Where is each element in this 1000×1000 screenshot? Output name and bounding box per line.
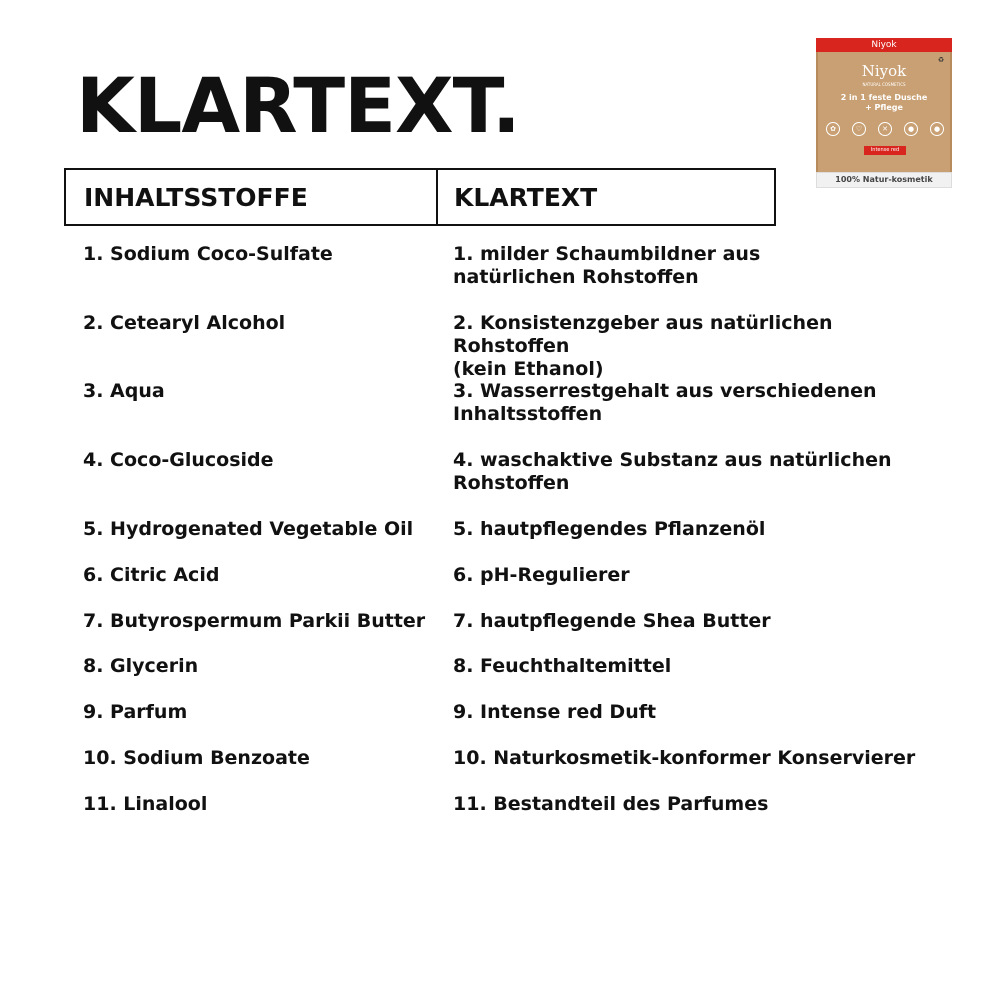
ingredient-name: 9. Parfum: [83, 701, 188, 723]
ingredient-name: 4. Coco-Glucoside: [83, 449, 274, 471]
moisture-drop-icon: ●: [930, 122, 944, 136]
product-image: [816, 38, 952, 188]
ingredient-name: 6. Citric Acid: [83, 564, 220, 586]
ingredient-name: 8. Glycerin: [83, 655, 199, 677]
product-title: 2 in 1 feste Dusche + Pflege: [840, 93, 928, 112]
ingredient-explanation: 10. Naturkosmetik-konformer Konservierer: [453, 747, 916, 769]
recycle-icon: ♻: [937, 56, 945, 64]
table-header: [64, 168, 776, 226]
skin-neutral-icon: ●: [904, 122, 918, 136]
page-title: KLARTEXT.: [76, 61, 520, 150]
ingredient-name: 2. Cetearyl Alcohol: [83, 312, 286, 334]
product-variant-badge: Intense red: [864, 146, 906, 155]
ingredient-name: 7. Butyrospermum Parkii Butter: [83, 610, 426, 632]
ingredient-explanation: 11. Bestandteil des Parfumes: [453, 793, 769, 815]
leaf-icon: ✿: [826, 122, 840, 136]
ingredient-explanation: 9. Intense red Duft: [453, 701, 657, 723]
product-subtitle: NATURAL COSMETICS: [862, 82, 906, 87]
ingredient-explanation: 1. milder Schaumbildner aus natürlichen Rohstoffen: [453, 243, 761, 288]
ingredient-name: 11. Linalool: [83, 793, 208, 815]
vegan-icon: ♡: [852, 122, 866, 136]
product-box-front: [816, 52, 952, 172]
header-ingredients: INHALTSSTOFFE: [66, 170, 438, 224]
ingredient-explanation: 3. Wasserrestgehalt aus verschiedenen Inhaltsstoffen: [453, 380, 877, 425]
header-explanation: KLARTEXT: [454, 182, 598, 212]
product-box-top: Niyok: [816, 38, 952, 52]
product-feature-icons: [826, 122, 944, 138]
no-plastic-icon: ✕: [878, 122, 892, 136]
ingredient-explanation: 5. hautpflegendes Pflanzenöl: [453, 518, 766, 540]
ingredient-name: 3. Aqua: [83, 380, 165, 402]
ingredient-explanation: 2. Konsistenzgeber aus natürlichen Rohstoffen (kein Ethanol): [453, 312, 833, 380]
product-brand-logo: Niyok: [861, 62, 907, 80]
product-natural-label: 100% Natur-kosmetik: [816, 172, 952, 188]
ingredient-name: 5. Hydrogenated Vegetable Oil: [83, 518, 414, 540]
ingredient-explanation: 8. Feuchthaltemittel: [453, 655, 672, 677]
ingredient-explanation: 7. hautpflegende Shea Butter: [453, 610, 771, 632]
ingredient-name: 1. Sodium Coco-Sulfate: [83, 243, 333, 265]
ingredient-explanation: 4. waschaktive Substanz aus natürlichen Rohstoffen: [453, 449, 892, 494]
ingredient-name: 10. Sodium Benzoate: [83, 747, 310, 769]
ingredient-explanation: 6. pH-Regulierer: [453, 564, 630, 586]
